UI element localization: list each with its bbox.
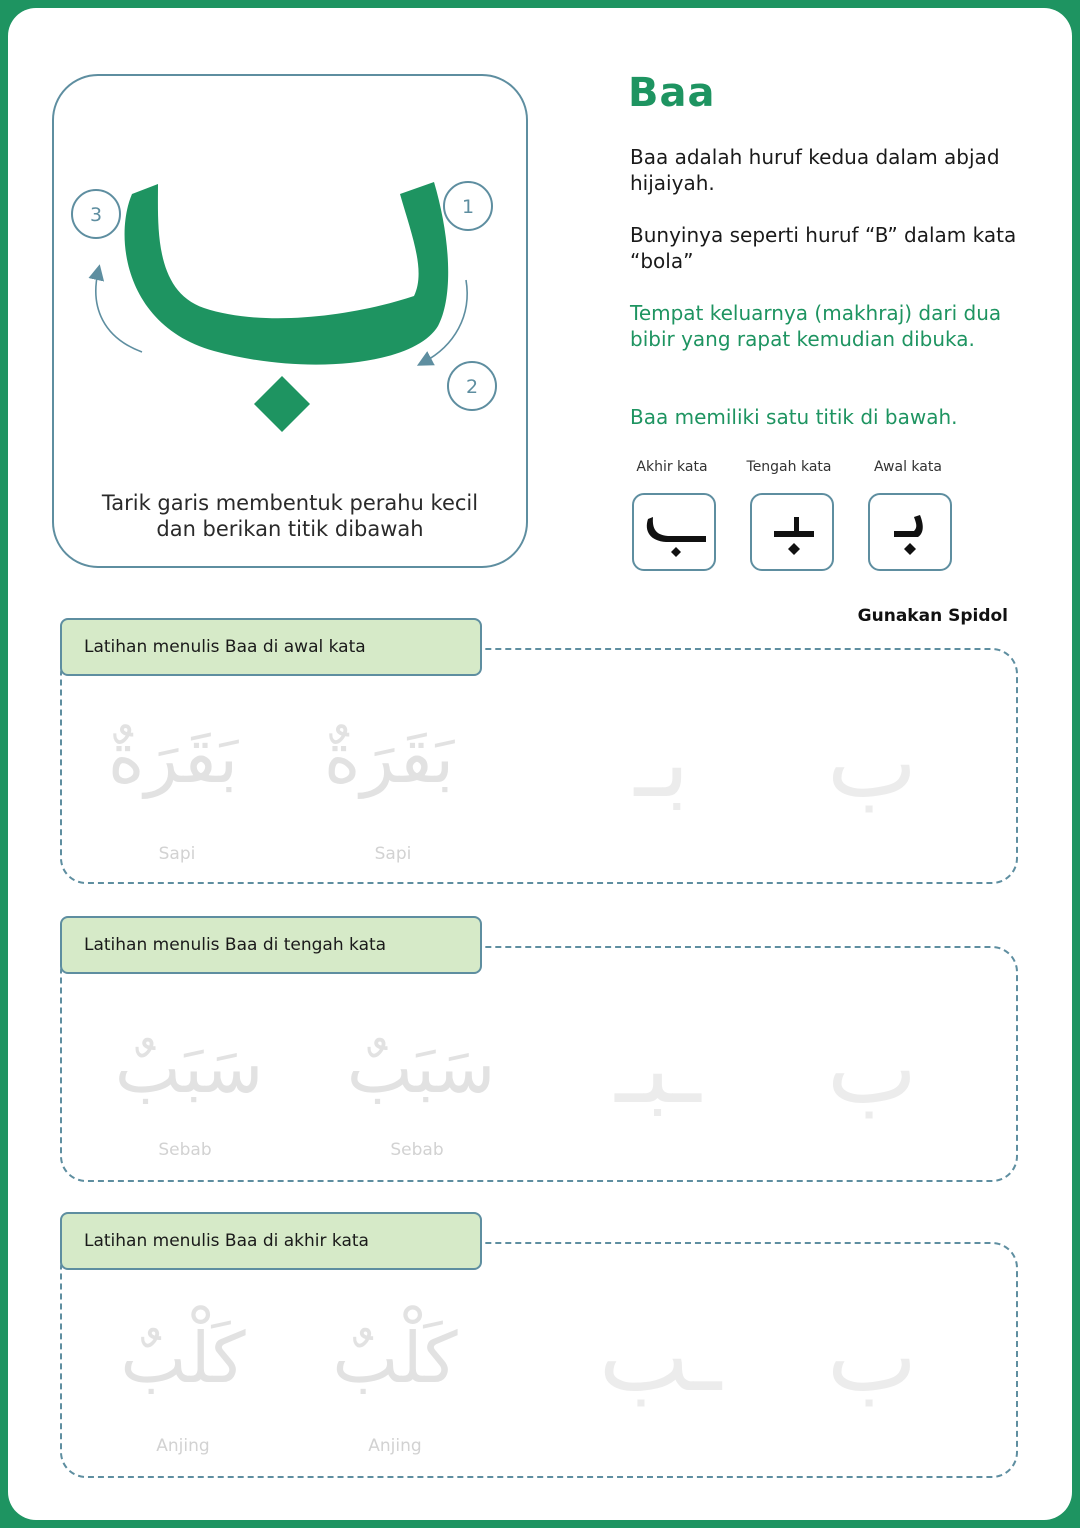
pronunciation-paragraph: Bunyinya seperti huruf “B” dalam kata “bola” [630, 223, 1017, 273]
step-number-2: 2 [465, 376, 479, 398]
step-number-1: 1 [461, 196, 475, 218]
form-label-tengah: Tengah kata [746, 459, 832, 475]
word-meaning-6: Anjing [368, 1436, 422, 1456]
word-example-5: كَلْبٌ [120, 1317, 246, 1399]
baa-letter-body [125, 182, 449, 365]
practice-section-akhir [60, 1212, 1018, 1478]
section-label-awal: Latihan menulis Baa di awal kata [60, 618, 482, 676]
baa-final-form-glyph [634, 495, 718, 573]
letter-card [52, 74, 528, 568]
word-example-6: كَلْبٌ [332, 1317, 458, 1399]
description-paragraph: Baa adalah huruf kedua dalam abjad hijaiyah. [630, 145, 1000, 195]
section-label-tengah: Latihan menulis Baa di tengah kata [60, 916, 482, 974]
section-label-akhir: Latihan menulis Baa di akhir kata [60, 1212, 482, 1270]
word-meaning-5: Anjing [156, 1436, 210, 1456]
caption-line-2: dan berikan titik dibawah [156, 517, 424, 541]
trace-letter-2: ب [826, 707, 918, 819]
step-number-3: 3 [89, 204, 103, 226]
letter-title: Baa [628, 70, 716, 116]
form-box-tengah [750, 493, 834, 571]
marker-note: Gunakan Spidol [857, 606, 1008, 626]
baa-medial-form-glyph [752, 495, 836, 573]
dot-paragraph: Baa memiliki satu titik di bawah. [630, 405, 958, 429]
form-box-akhir [632, 493, 716, 571]
form-label-awal: Awal kata [874, 459, 942, 475]
practice-section-awal [60, 618, 1018, 884]
form-box-awal [868, 493, 952, 571]
word-example-4: سَبَبٌ [346, 1027, 496, 1109]
makhraj-paragraph: Tempat keluarnya (makhraj) dari dua bibir yang rapat kemudian dibuka. [630, 301, 1002, 351]
caption-line-1: Tarik garis membentuk perahu kecil [101, 491, 479, 515]
baa-letter-dot [254, 376, 310, 432]
form-label-akhir: Akhir kata [636, 459, 708, 475]
trace-letter-4: ب [826, 1013, 918, 1125]
trace-letter-3: ـبـ [615, 1013, 701, 1125]
trace-letter-1: بـ [634, 707, 690, 819]
practice-section-tengah [60, 916, 1018, 1182]
word-meaning-3: Sebab [158, 1140, 212, 1160]
word-example-1: بَقَرَةٌ [107, 717, 239, 799]
baa-initial-form-glyph [870, 495, 954, 573]
trace-letter-6: ب [826, 1301, 918, 1413]
worksheet-page [8, 8, 1072, 1520]
word-meaning-2: Sapi [374, 844, 412, 864]
word-meaning-4: Sebab [390, 1140, 444, 1160]
word-meaning-1: Sapi [158, 844, 196, 864]
trace-letter-5: ـب [598, 1301, 722, 1413]
letter-card-caption [54, 490, 526, 542]
word-example-3: سَبَبٌ [114, 1027, 264, 1109]
word-example-2: بَقَرَةٌ [323, 717, 455, 799]
